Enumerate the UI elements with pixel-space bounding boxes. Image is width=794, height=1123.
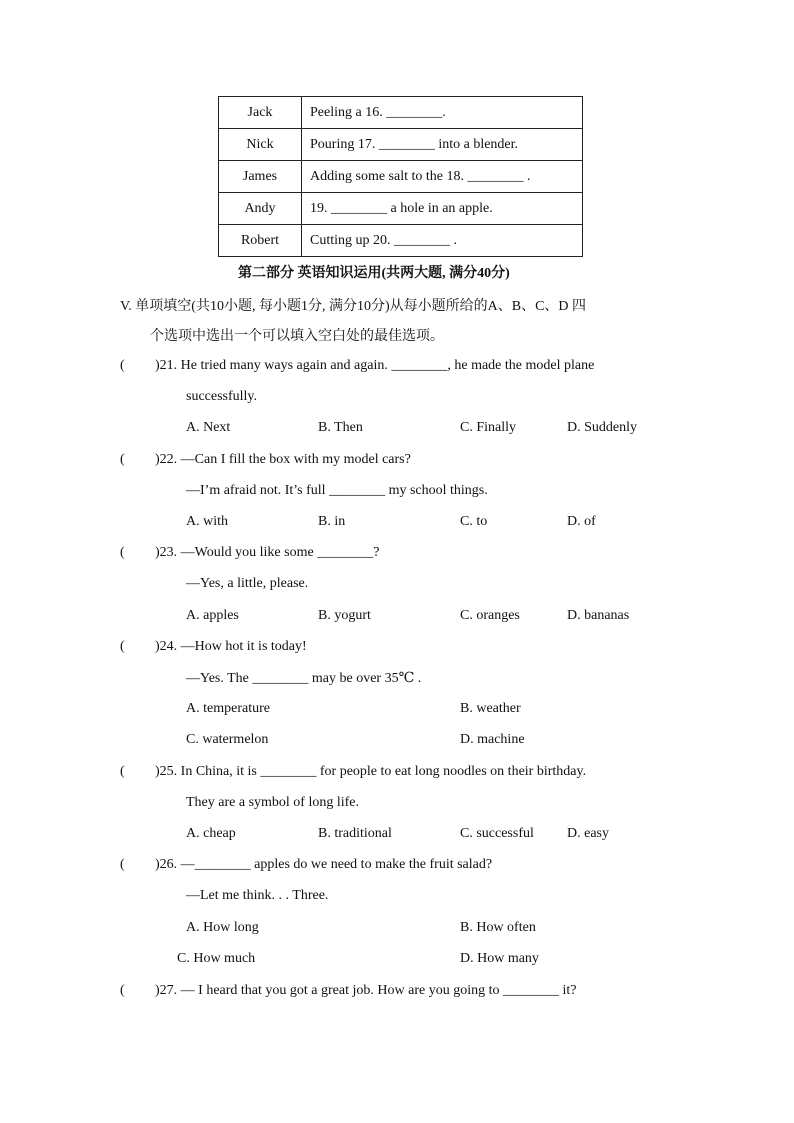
activity-table: [218, 96, 583, 257]
option-b: B. yogurt: [318, 608, 371, 623]
table-row: [219, 97, 583, 129]
action-cell: 19. ________ a hole in an apple.: [302, 193, 583, 225]
option-d: D. easy: [567, 826, 609, 841]
name-cell: Jack: [219, 97, 302, 129]
option-b: B. Then: [318, 420, 363, 435]
option-a: A. with: [186, 514, 228, 529]
question-25-cont: They are a symbol of long life.: [186, 795, 360, 810]
option-d: D. bananas: [567, 608, 630, 623]
option-d: D. Suddenly: [567, 420, 637, 435]
table-row: [219, 129, 583, 161]
question-21-text: )21. He tried many ways again and again. ________, he made the model plane: [155, 358, 595, 373]
name-cell: Andy: [219, 193, 302, 225]
question-22-cont: —I’m afraid not. It’s full ________ my school things.: [186, 483, 488, 498]
question-23-cont: —Yes, a little, please.: [186, 576, 309, 591]
table-row: [219, 193, 583, 225]
name-cell: Nick: [219, 129, 302, 161]
answer-paren: (: [120, 764, 125, 779]
answer-paren: (: [120, 857, 125, 872]
option-a: A. temperature: [186, 701, 270, 716]
action-cell: Adding some salt to the 18. ________ .: [302, 161, 583, 193]
table-row: [219, 161, 583, 193]
answer-paren: (: [120, 545, 125, 560]
option-b: B. in: [318, 514, 346, 529]
question-26-text: )26. —________ apples do we need to make the fruit salad?: [155, 857, 493, 872]
answer-paren: (: [120, 983, 125, 998]
option-d: D. of: [567, 514, 596, 529]
question-26-cont: —Let me think. . . Three.: [186, 888, 329, 903]
question-24-text: )24. —How hot it is today!: [155, 639, 307, 654]
question-22-text: )22. —Can I fill the box with my model cars?: [155, 452, 411, 467]
question-24-cont: —Yes. The ________ may be over 35℃ .: [186, 671, 422, 686]
option-b: B. How often: [460, 920, 536, 935]
section-instructions-line1: V. 单项填空(共10小题, 每小题1分, 满分10分)从每小题所给的A、B、C、D 四: [120, 299, 587, 314]
option-d: D. machine: [460, 732, 525, 747]
option-c: C. watermelon: [186, 732, 269, 747]
option-a: A. apples: [186, 608, 239, 623]
option-d: D. How many: [460, 951, 539, 966]
answer-paren: (: [120, 358, 125, 373]
question-23-text: )23. —Would you like some ________?: [155, 545, 380, 560]
option-a: A. cheap: [186, 826, 236, 841]
option-c: C. Finally: [460, 420, 517, 435]
action-cell: Pouring 17. ________ into a blender.: [302, 129, 583, 161]
option-b: B. traditional: [318, 826, 392, 841]
name-cell: James: [219, 161, 302, 193]
name-cell: Robert: [219, 225, 302, 257]
question-25-text: )25. In China, it is ________ for people to eat long noodles on their birthday.: [155, 764, 587, 779]
action-cell: Cutting up 20. ________ .: [302, 225, 583, 257]
action-cell: Peeling a 16. ________.: [302, 97, 583, 129]
option-c: C. to: [460, 514, 488, 529]
table-row: [219, 225, 583, 257]
answer-paren: (: [120, 639, 125, 654]
question-21-cont: successfully.: [186, 389, 258, 404]
section-instructions-line2: 个选项中选出一个可以填入空白处的最佳选项。: [150, 329, 444, 344]
option-a: A. Next: [186, 420, 231, 435]
option-b: B. weather: [460, 701, 521, 716]
answer-paren: (: [120, 452, 125, 467]
option-c: C. oranges: [460, 608, 520, 623]
option-a: A. How long: [186, 920, 259, 935]
option-c: C. How much: [177, 951, 256, 966]
question-27-text: )27. — I heard that you got a great job. How are you going to ________ it?: [155, 983, 577, 998]
option-c: C. successful: [460, 826, 534, 841]
part-title: 第二部分 英语知识运用(共两大题, 满分40分): [238, 266, 510, 281]
